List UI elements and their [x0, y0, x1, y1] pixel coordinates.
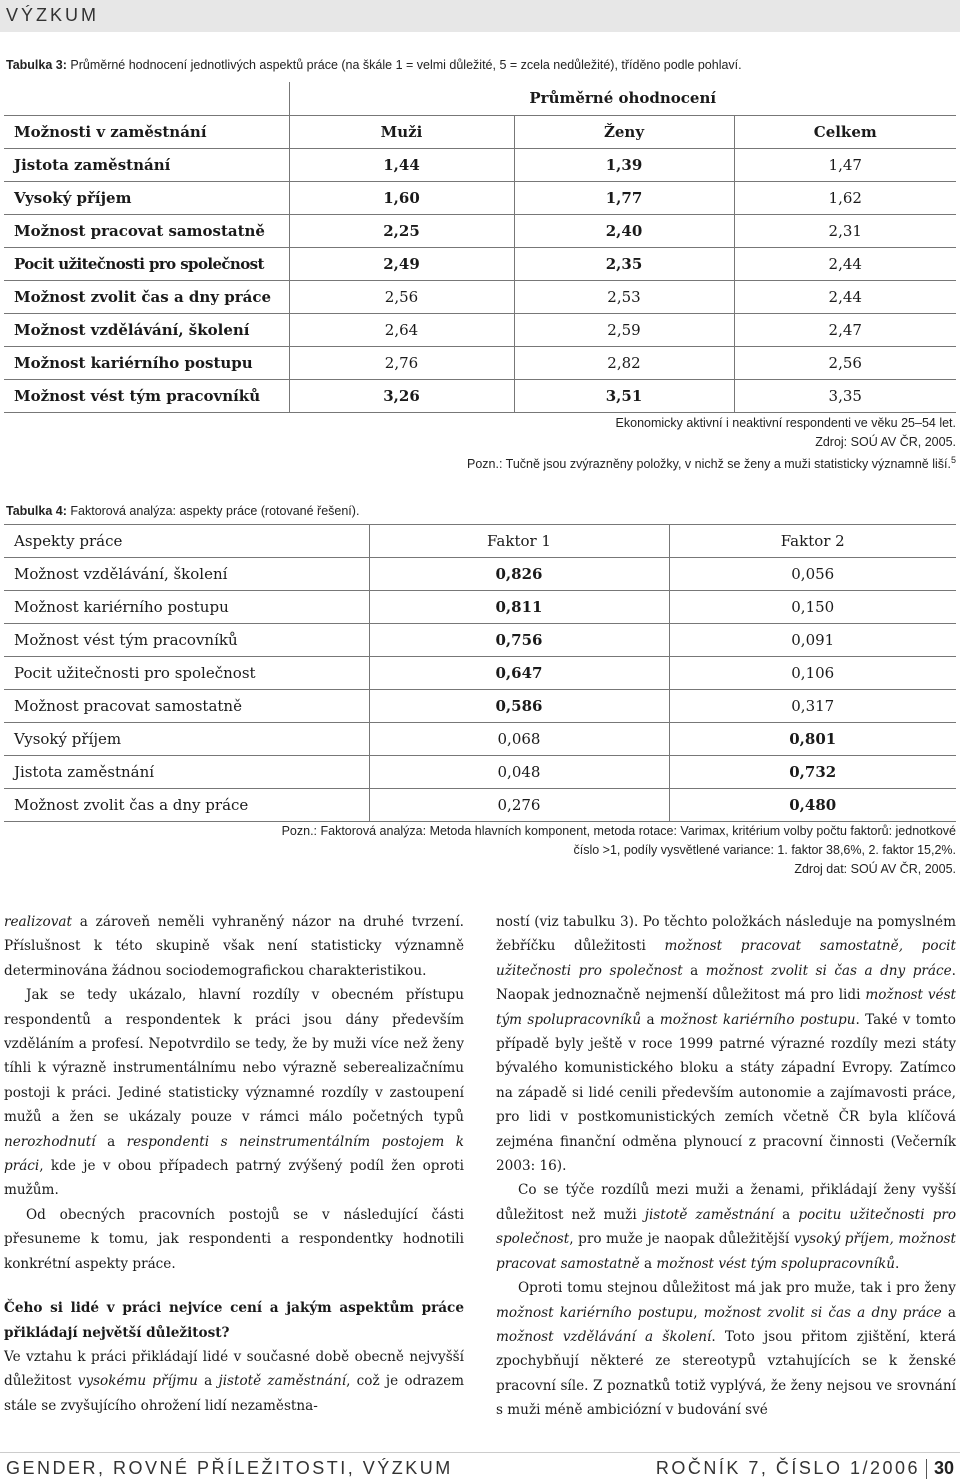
text: a	[95, 1133, 127, 1150]
table-row	[4, 280, 956, 313]
paragraph	[496, 1276, 956, 1422]
emphasis: možnost kariérního postupu	[496, 1304, 694, 1321]
cell-f2: 0,106	[669, 657, 956, 690]
table3-col-aspect: Možnosti v zaměstnání	[4, 115, 289, 148]
emphasis: možnost zvolit si čas a dny práce	[703, 1304, 942, 1321]
text: . Naopak jednoznačně nejmenší důležitost má pro lidi	[496, 962, 956, 1004]
emphasis: vysokému příjmu	[77, 1373, 198, 1390]
text: a	[682, 962, 706, 979]
cell-f1: 0,068	[369, 723, 669, 756]
volume-issue: ROČNÍK 7, ČÍSLO 1/2006	[655, 1458, 920, 1478]
cell-total: 2,31	[734, 214, 956, 247]
row-label: Vysoký příjem	[4, 723, 369, 756]
cell-men: 1,44	[289, 148, 514, 181]
emphasis: možnost vést tým spolupracovníků	[496, 987, 957, 1028]
cell-women: 3,51	[514, 379, 734, 412]
emphasis: pocitu užitečnosti pro společnost	[496, 1206, 957, 1248]
emphasis: jistotě zaměstnání	[644, 1206, 775, 1223]
table4-note: Pozn.: Faktorová analýza: Metoda hlavních komponent, metoda rotace: Varimax, kritérium volby počtu faktorů: jednotkové číslo >1, podíly vysvětlené variance: 1. faktor 38,6%, 2. faktor 15,2%.	[281, 824, 956, 857]
table3-group-header-row	[4, 82, 956, 115]
cell-women: 1,77	[514, 181, 734, 214]
table4-source: Zdroj dat: SOÚ AV ČR, 2005.	[794, 862, 956, 876]
paragraph: Od obecných pracovních postojů se v následující části přesuneme k tomu, jak respondenti a respondentky hodnotili konkrétní aspekty práce.	[4, 1206, 464, 1272]
table4	[4, 524, 956, 822]
text: , což je odrazem stále se zvyšujícího ohrožení lidí nezaměstna-	[4, 1373, 465, 1414]
cell-total: 3,35	[734, 379, 956, 412]
paragraph	[496, 1178, 956, 1276]
table3-col-total: Celkem	[734, 115, 956, 148]
cell-f1: 0,048	[369, 756, 669, 789]
emphasis: možnost kariérního postupu	[659, 1011, 856, 1028]
table3-header-row	[4, 115, 956, 148]
table4-header-row	[4, 525, 956, 558]
text: a	[941, 1304, 956, 1321]
row-label: Jistota zaměstnání	[4, 148, 289, 181]
paragraph	[4, 983, 464, 1203]
row-label: Možnost vzdělávání, školení	[4, 558, 369, 591]
cell-f1: 0,756	[369, 624, 669, 657]
cell-f1: 0,586	[369, 690, 669, 723]
text: Jak se tedy ukázalo, hlavní rozdíly v obecném přístupu respondentů a respondentek k práci jsou dány především vzděláním a profesí. Nepotvrdilo se tedy, že by muži více než ženy tíhli k výrazně instrumentálnímu nebo výrazně seberealizačnímu postoji k práci. Jediné statisticky významné rozdíly v zastoupení mužů a žen se ukázaly pouze v rámci málo početných typů	[4, 987, 464, 1126]
row-label: Možnost vést tým pracovníků	[4, 624, 369, 657]
row-label: Možnost zvolit čas a dny práce	[4, 789, 369, 822]
cell-total: 1,47	[734, 148, 956, 181]
section-title: VÝZKUM	[6, 5, 100, 25]
text: , kde je v obou případech patrný zvýšený podíl žen oproti mužům.	[4, 1158, 464, 1199]
cell-men: 2,56	[289, 280, 514, 313]
text: a	[641, 1011, 660, 1028]
footer-divider	[926, 1459, 927, 1479]
table3-caption-label: Tabulka 3:	[6, 58, 67, 72]
table3-col-women: Ženy	[514, 115, 734, 148]
paragraph	[496, 910, 956, 1178]
table3-group-header: Průměrné ohodnocení	[289, 82, 956, 115]
emphasis: nerozhodnutí	[4, 1133, 96, 1150]
emphasis: možnost pracovat samostatně, pocit užitečnosti pro společnost	[496, 938, 956, 979]
page-number: 30	[933, 1458, 954, 1478]
row-label: Jistota zaměstnání	[4, 756, 369, 789]
page-footer	[0, 1452, 960, 1482]
cell-f2: 0,801	[669, 723, 956, 756]
emphasis: možnost zvolit si čas a dny práce	[705, 962, 952, 979]
table3-note-remark-text: Pozn.: Tučně jsou zvýrazněny položky, v nichž se ženy a muži statisticky významně liší.	[466, 457, 951, 472]
row-label: Možnost kariérního postupu	[4, 591, 369, 624]
table3-note-sample: Ekonomicky aktivní i neaktivní respondenti ve věku 25–54 let.	[615, 416, 956, 430]
body-column-left	[4, 910, 464, 1418]
table-row	[4, 624, 956, 657]
cell-women: 2,35	[514, 247, 734, 280]
table-row	[4, 756, 956, 789]
table-row	[4, 346, 956, 379]
table3-caption-text: Průměrné hodnocení jednotlivých aspektů práce (na škále 1 = velmi důležité, 5 = zcela nedůležité), tříděno podle pohlaví.	[66, 58, 742, 72]
table-row	[4, 558, 956, 591]
table4-col-f1: Faktor 1	[369, 525, 669, 558]
emphasis: respondenti s neinstrumentálním postojem k práci	[4, 1133, 465, 1175]
cell-f2: 0,480	[669, 789, 956, 822]
cell-women: 1,39	[514, 148, 734, 181]
cell-women: 2,59	[514, 313, 734, 346]
body-column-right	[496, 910, 956, 1423]
cell-men: 1,60	[289, 181, 514, 214]
cell-f2: 0,317	[669, 690, 956, 723]
table3-col-men: Muži	[289, 115, 514, 148]
cell-total: 1,62	[734, 181, 956, 214]
row-label: Možnost zvolit čas a dny práce	[4, 280, 289, 313]
text: .	[895, 1255, 900, 1272]
emphasis: možnost vést tým spolupracovníků	[656, 1255, 896, 1272]
table-row	[4, 657, 956, 690]
cell-f2: 0,732	[669, 756, 956, 789]
text: a zároveň neměli vyhraněný názor na druhé tvrzení. Příslušnost k této skupině však není statisticky významně determinována žádnou sociodemografickou charakteristikou.	[4, 914, 464, 979]
cell-total: 2,56	[734, 346, 956, 379]
table-row	[4, 591, 956, 624]
cell-women: 2,82	[514, 346, 734, 379]
text: ,	[693, 1304, 704, 1321]
table3-note-source: Zdroj: SOÚ AV ČR, 2005.	[815, 435, 956, 449]
table-row	[4, 723, 956, 756]
table-row	[4, 690, 956, 723]
cell-total: 2,44	[734, 280, 956, 313]
table-row	[4, 247, 956, 280]
table4-col-f2: Faktor 2	[669, 525, 956, 558]
row-label: Možnost kariérního postupu	[4, 346, 289, 379]
cell-men: 2,49	[289, 247, 514, 280]
row-label: Vysoký příjem	[4, 181, 289, 214]
paragraph	[4, 910, 464, 983]
table-row	[4, 181, 956, 214]
table4-caption-label: Tabulka 4:	[6, 504, 67, 518]
table3-note-remark	[467, 451, 956, 474]
section-header	[0, 0, 960, 32]
table-row	[4, 789, 956, 822]
row-label: Možnost pracovat samostatně	[4, 690, 369, 723]
row-label: Pocit užitečnosti pro společnost	[4, 247, 289, 280]
table-row	[4, 379, 956, 412]
cell-f1: 0,811	[369, 591, 669, 624]
text: ností (viz tabulku 3). Po těchto položkách následuje na pomyslném žebříčku důležitosti	[496, 914, 956, 955]
journal-title: GENDER, ROVNÉ PŘÍLEŽITOSTI, VÝZKUM	[6, 1458, 453, 1478]
footnote-ref: 5	[950, 455, 956, 465]
text: . Toto jsou přitom zjištění, která zpochybňují některé ze stereotypů vztahujících se k ženské pracovní síle. Z poznatků totiž vyplývá, že ženy nejsou ve srovnání s muži méně ambiciózní v budování své	[496, 1328, 956, 1419]
cell-f1: 0,647	[369, 657, 669, 690]
table3-caption	[6, 58, 742, 72]
cell-men: 2,25	[289, 214, 514, 247]
cell-men: 2,76	[289, 346, 514, 379]
table4-caption	[6, 504, 359, 518]
cell-f2: 0,056	[669, 558, 956, 591]
emphasis: realizovat	[4, 914, 72, 930]
section-heading: Čeho si lidé v práci nejvíce cení a jakým aspektům práce přikládají největší důležitost?	[4, 1300, 464, 1341]
text: a	[197, 1373, 219, 1390]
emphasis: vysoký příjem, možnost pracovat samostatně	[496, 1231, 956, 1272]
table4-col-aspect: Aspekty práce	[4, 525, 369, 558]
row-label: Možnost pracovat samostatně	[4, 214, 289, 247]
emphasis: jistotě zaměstnání	[218, 1373, 347, 1390]
row-label: Možnost vzdělávání, školení	[4, 313, 289, 346]
cell-total: 2,44	[734, 247, 956, 280]
text: Ve vztahu k práci přikládají lidé v současné době obecně nejvyšší důležitost	[4, 1348, 464, 1390]
row-label: Pocit užitečnosti pro společnost	[4, 657, 369, 690]
table4-caption-text: Faktorová analýza: aspekty práce (rotované řešení).	[66, 504, 360, 518]
text: Oproti tomu stejnou důležitost má jak pro muže, tak i pro ženy	[518, 1280, 956, 1297]
table-row	[4, 148, 956, 181]
emphasis: možnost vzdělávání a školení	[496, 1328, 712, 1345]
table-row	[4, 214, 956, 247]
cell-f1: 0,276	[369, 789, 669, 822]
cell-f2: 0,150	[669, 591, 956, 624]
text: a	[774, 1206, 799, 1223]
cell-women: 2,40	[514, 214, 734, 247]
text: Co se týče rozdílů mezi muži a ženami, přikládají ženy vyšší důležitost než muži	[496, 1182, 956, 1223]
table-row	[4, 313, 956, 346]
text: . Také v tomto případě byly ještě v roce 1999 patrné výrazné rozdíly mezi státy bývalého komunistického bloku a státy západní Evropy. Zatímco na západě si lidé cenili především autonomie a zajímavosti práce, pro lidi v postkomunistických zemích včetně ČR byla klíčová zejména finanční odměna plynoucí z pracovní činnosti (Večerník 2003: 16).	[496, 1011, 956, 1175]
paragraph	[4, 1345, 464, 1418]
cell-men: 3,26	[289, 379, 514, 412]
cell-total: 2,47	[734, 313, 956, 346]
cell-women: 2,53	[514, 280, 734, 313]
cell-f2: 0,091	[669, 624, 956, 657]
row-label: Možnost vést tým pracovníků	[4, 379, 289, 412]
text: a	[639, 1255, 657, 1272]
table3	[4, 82, 956, 413]
cell-men: 2,64	[289, 313, 514, 346]
cell-f1: 0,826	[369, 558, 669, 591]
text: , pro muže je naopak důležitější	[569, 1231, 794, 1248]
